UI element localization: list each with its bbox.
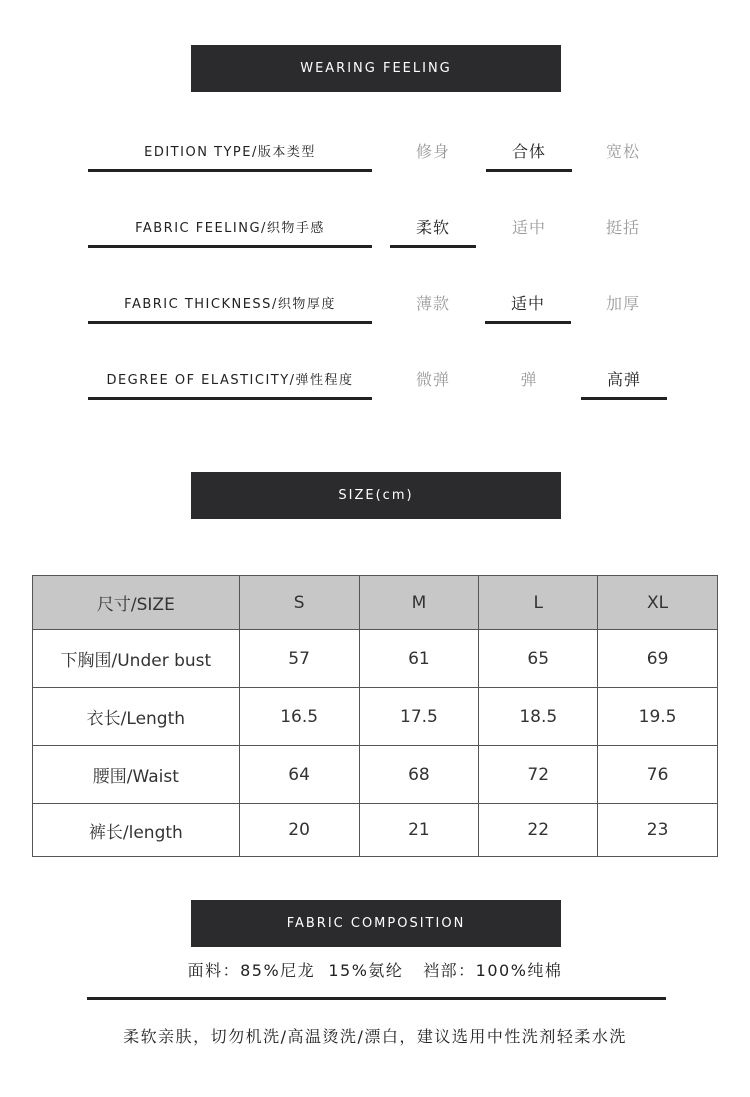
row-label: 腰围/Waist — [33, 746, 240, 804]
feeling-label-underline — [88, 245, 372, 248]
size-header — [191, 472, 561, 519]
wearing-feeling-header — [191, 45, 561, 92]
column-header: M — [359, 576, 479, 630]
feeling-row-thickness — [0, 281, 750, 341]
feeling-label: EDITION TYPE/版本类型 — [144, 144, 316, 160]
size-title: SIZE(cm) — [338, 488, 414, 503]
composition-divider — [87, 997, 666, 1000]
feeling-row-elasticity — [0, 357, 750, 417]
feeling-row-fabric-feeling — [0, 205, 750, 265]
feeling-label-underline — [88, 321, 372, 324]
table-cell: 68 — [359, 746, 479, 804]
row-label: 裤长/length — [33, 804, 240, 857]
table-cell: 61 — [359, 630, 479, 688]
table-cell: 19.5 — [598, 688, 718, 746]
feeling-option: 挺括 — [605, 217, 640, 237]
row-label: 下胸围/Under bust — [33, 630, 240, 688]
table-cell: 72 — [479, 746, 598, 804]
table-cell: 16.5 — [239, 688, 359, 746]
feeling-label-underline — [88, 397, 372, 400]
table-cell: 65 — [479, 630, 598, 688]
table-cell: 64 — [239, 746, 359, 804]
column-header: S — [239, 576, 359, 630]
feeling-row-edition — [0, 129, 750, 189]
feeling-option-selected: 合体 — [511, 141, 546, 161]
table-row — [33, 804, 718, 857]
feeling-label: FABRIC THICKNESS/织物厚度 — [124, 296, 336, 312]
table-cell: 18.5 — [479, 688, 598, 746]
table-header-row — [33, 576, 718, 630]
fabric-composition-header — [191, 900, 561, 947]
care-instructions: 柔软亲肤，切勿机洗/高温烫洗/漂白，建议选用中性洗剂轻柔水洗 — [123, 1027, 627, 1046]
feeling-option: 加厚 — [605, 293, 640, 313]
selected-underline — [581, 397, 667, 400]
table-row — [33, 630, 718, 688]
feeling-option-selected: 高弹 — [606, 369, 641, 389]
wearing-feeling-title: WEARING FEELING — [300, 61, 452, 76]
fabric-composition-title: FABRIC COMPOSITION — [286, 916, 466, 931]
feeling-label-underline — [88, 169, 372, 172]
size-table — [32, 575, 718, 857]
feeling-option: 宽松 — [605, 141, 640, 161]
feeling-option: 适中 — [511, 217, 546, 237]
table-cell: 23 — [598, 804, 718, 857]
row-label: 衣长/Length — [33, 688, 240, 746]
feeling-label: FABRIC FEELING/织物手感 — [135, 220, 325, 236]
table-cell: 69 — [598, 630, 718, 688]
table-cell: 76 — [598, 746, 718, 804]
column-header: XL — [598, 576, 718, 630]
table-cell: 57 — [239, 630, 359, 688]
feeling-option-selected: 适中 — [510, 293, 545, 313]
table-cell: 17.5 — [359, 688, 479, 746]
feeling-option-selected: 柔软 — [415, 217, 450, 237]
table-cell: 21 — [359, 804, 479, 857]
table-row — [33, 746, 718, 804]
table-cell: 22 — [479, 804, 598, 857]
feeling-option: 弹 — [520, 369, 538, 389]
column-header: 尺寸/SIZE — [33, 576, 240, 630]
column-header: L — [479, 576, 598, 630]
feeling-option: 薄款 — [415, 293, 450, 313]
feeling-label: DEGREE OF ELASTICITY/弹性程度 — [106, 372, 354, 388]
feeling-option: 修身 — [415, 141, 450, 161]
composition-text: 面料：85%尼龙 15%氨纶 裆部：100%纯棉 — [187, 961, 563, 980]
table-row — [33, 688, 718, 746]
table-cell: 20 — [239, 804, 359, 857]
selected-underline — [485, 321, 571, 324]
selected-underline — [390, 245, 476, 248]
selected-underline — [486, 169, 572, 172]
feeling-option: 微弹 — [415, 369, 450, 389]
